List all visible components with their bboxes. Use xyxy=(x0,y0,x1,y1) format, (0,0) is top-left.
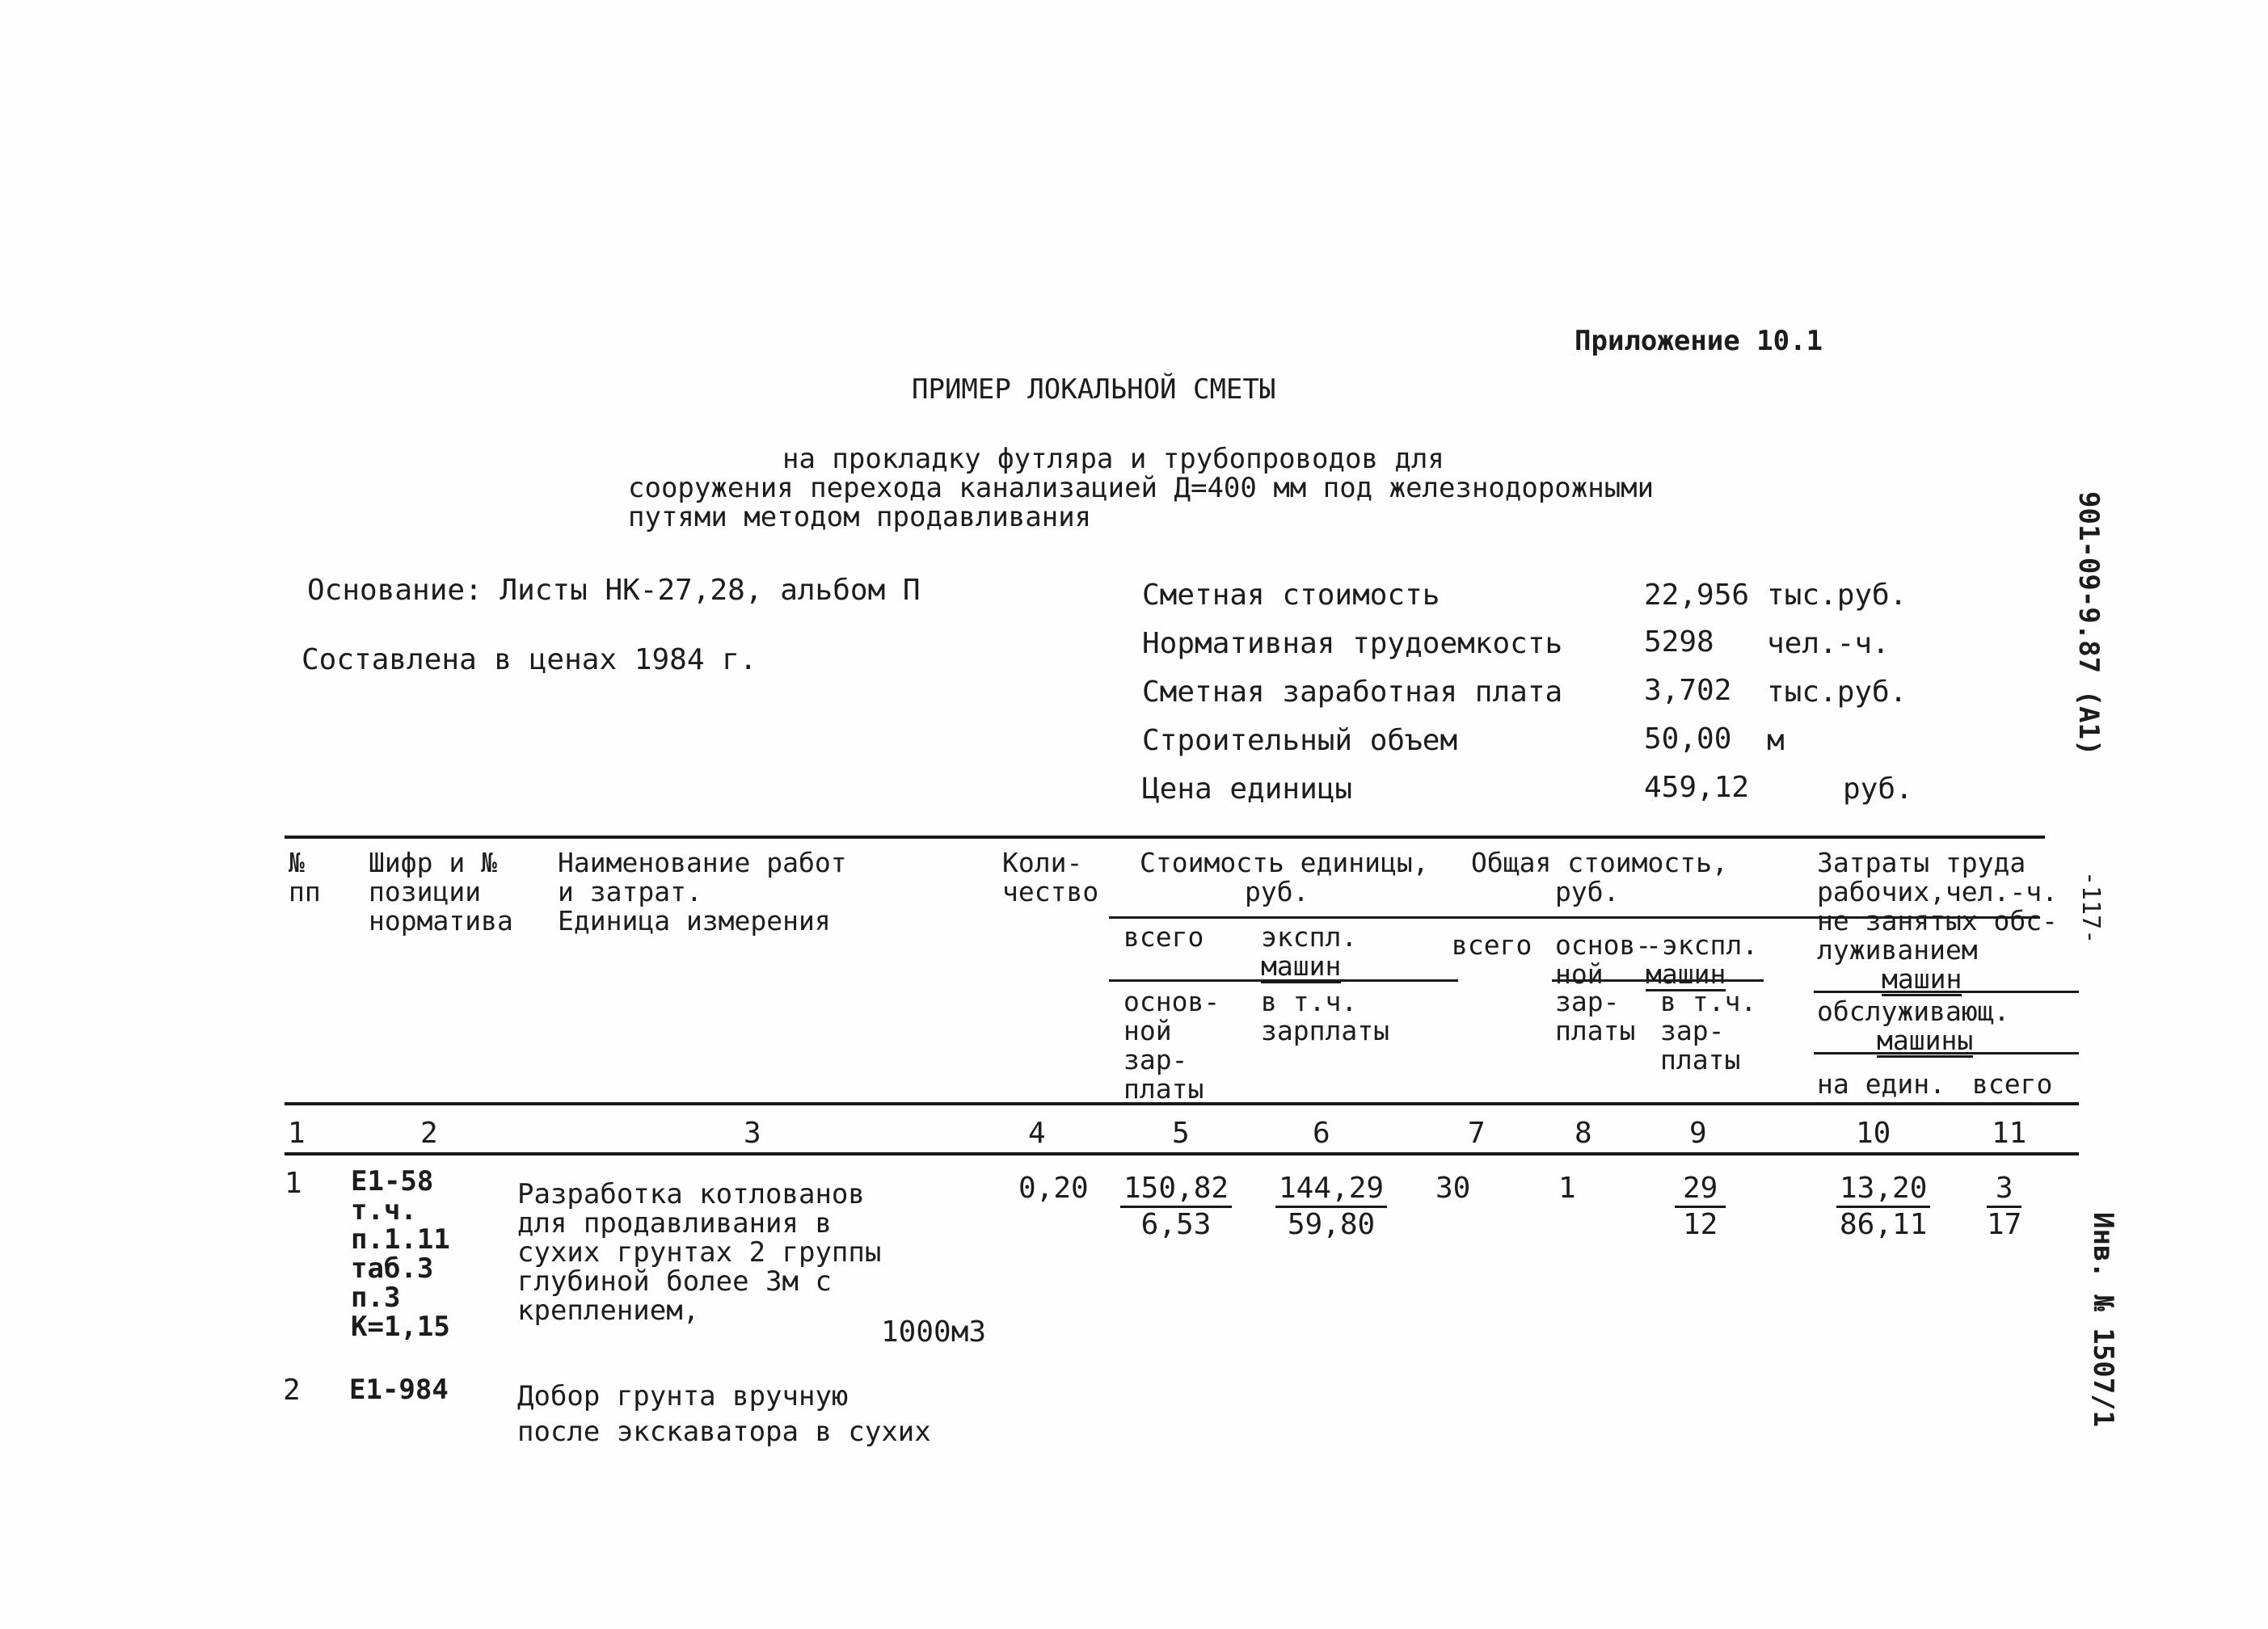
row-number: 2 xyxy=(283,1374,301,1407)
summary-label: Сметная стоимость xyxy=(1142,579,1440,612)
summary-unit: м xyxy=(1767,724,1785,757)
prices-text: Составлена в ценах 1984 г. xyxy=(301,643,757,676)
header-wage-2: зар- платы xyxy=(1555,986,1636,1046)
summary-value: 5298 xyxy=(1644,625,1714,659)
header-code: Шифр и № позиции норматива xyxy=(369,847,513,937)
summary-label: Сметная заработная плата xyxy=(1142,676,1563,709)
summary-value: 459,12 xyxy=(1644,771,1750,804)
header-total-cost: Общая стоимость, xyxy=(1471,847,1728,878)
col-number: 3 xyxy=(744,1117,761,1150)
row-labor-total: $\frac{3}{17}$ xyxy=(1987,1172,2022,1241)
summary-unit: тыс.руб. xyxy=(1767,579,1908,612)
subtitle-line-3: путями методом продавливания xyxy=(628,501,1092,533)
summary-label: Строительный объем xyxy=(1142,724,1458,757)
col-number: 2 xyxy=(420,1117,438,1150)
header-all-1: всего xyxy=(1123,921,1204,953)
header-mach-2: -экспл. машин xyxy=(1646,929,1759,990)
summary-value: 3,702 xyxy=(1644,674,1732,707)
subtitle-line-2: сооружения перехода канализацией Д=400 мм под железнодорожными xyxy=(628,472,1655,504)
summary-value: 22,956 xyxy=(1644,579,1750,612)
summary-label: Цена единицы xyxy=(1142,772,1353,806)
row-unit: 1000м3 xyxy=(881,1315,987,1349)
header-basic-2: основ- ной xyxy=(1555,929,1652,990)
inventory-number: Инв. № 1507/1 xyxy=(2087,1212,2119,1428)
col-number: 5 xyxy=(1172,1117,1190,1150)
row-basic-wage: 1 xyxy=(1558,1172,1576,1205)
header-total-cost-rub: руб. xyxy=(1555,876,1620,907)
col-number: 9 xyxy=(1689,1117,1707,1150)
col-number: 8 xyxy=(1575,1117,1592,1150)
header-unit-cost: Стоимость единицы, xyxy=(1140,847,1429,878)
summary-unit: тыс.руб. xyxy=(1767,676,1908,709)
row-machines-total: $\frac{29}{12}$ xyxy=(1675,1172,1726,1242)
col-number: 4 xyxy=(1028,1117,1046,1150)
row-name: Разработка котлованов для продавливания в сухих грунтах 2 группы глубиной более 3м с креплением, xyxy=(517,1178,882,1327)
col-number: 1 xyxy=(288,1117,306,1150)
header-serv: обслуживающ. машины xyxy=(1817,996,2010,1056)
appendix-label: Приложение 10.1 xyxy=(1575,325,1823,357)
summary-unit: руб. xyxy=(1843,772,1913,806)
doc-title: ПРИМЕР ЛОКАЛЬНОЙ СМЕТЫ xyxy=(912,373,1276,406)
col-number: 10 xyxy=(1856,1117,1891,1150)
row-total-cost: 30 xyxy=(1435,1172,1471,1205)
row-qty: 0,20 xyxy=(1018,1172,1089,1205)
header-per-unit: на един. xyxy=(1817,1068,1946,1100)
col-number: 7 xyxy=(1468,1117,1486,1150)
row-labor-per-unit: $\frac{13,20}{86,11}$ xyxy=(1836,1172,1930,1242)
col-number: 11 xyxy=(1992,1117,2027,1150)
header-labor: Затраты труда рабочих,чел.-ч. не занятых обс- луживанием машин xyxy=(1817,847,2059,995)
row-name: Добор грунта вручную после экскаватора в сухих xyxy=(517,1380,931,1448)
header-unit-cost-rub: руб. xyxy=(1245,876,1309,907)
header-basic-1: основ- ной зар- платы xyxy=(1123,986,1220,1105)
summary-value: 50,00 xyxy=(1644,722,1732,756)
subtitle-line-1: на прокладку футляра и трубопроводов для xyxy=(782,443,1444,475)
row-code: Е1-58 т.ч. п.1.11 таб.3 п.3 К=1,15 xyxy=(351,1165,450,1343)
header-all-2: всего xyxy=(1452,929,1532,961)
header-incl-2: в т.ч. зар- платы xyxy=(1660,986,1757,1075)
page-number: -117- xyxy=(2076,871,2105,945)
header-all-3: всего xyxy=(1972,1068,2053,1100)
row-code: Е1-984 xyxy=(349,1374,449,1406)
row-number: 1 xyxy=(285,1167,302,1200)
col-number: 6 xyxy=(1313,1117,1330,1150)
row-unit-cost-total: $\frac{150,82}{6,53}$ xyxy=(1120,1172,1232,1242)
summary-unit: чел.-ч. xyxy=(1767,627,1890,660)
header-num: № пп xyxy=(289,847,321,907)
row-unit-cost-machines: $\frac{144,29}{59,80}$ xyxy=(1275,1172,1387,1242)
header-qty: Коли- чество xyxy=(1002,847,1099,907)
header-incl-1: в т.ч. зарплаты xyxy=(1261,986,1389,1046)
basis-text: Основание: Листы НК-27,28, альбом П xyxy=(307,574,921,607)
side-code: 901-09-9.87 (А1) xyxy=(2072,491,2105,756)
header-name: Наименование работ и затрат. Единица измерения xyxy=(558,847,847,937)
header-mach-1: экспл. машин xyxy=(1261,921,1358,982)
summary-label: Нормативная трудоемкость xyxy=(1142,627,1563,660)
